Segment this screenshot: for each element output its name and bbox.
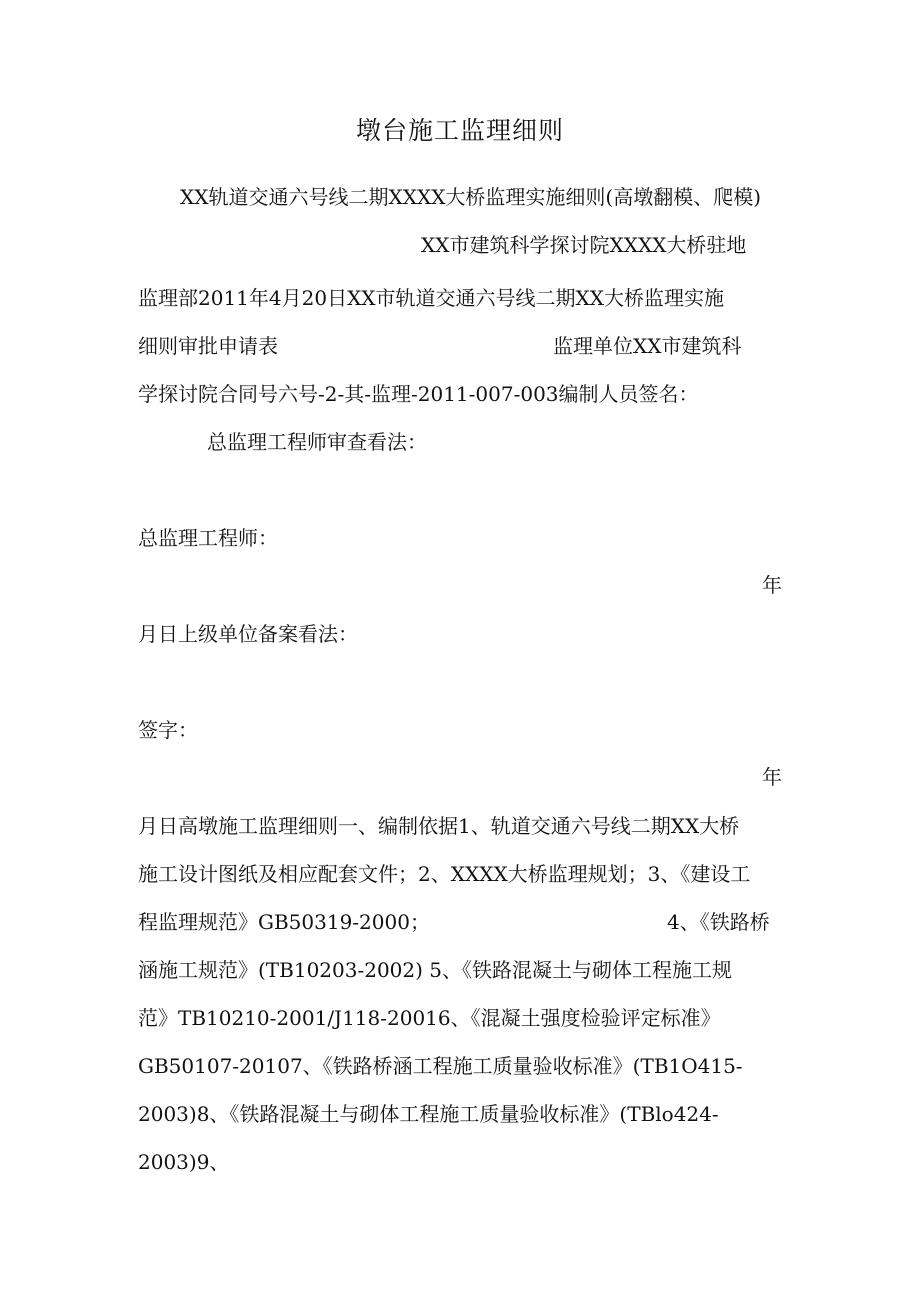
- text-line-10: 签字：: [138, 718, 198, 742]
- text-line-2: XX市建筑科学探讨院XXXX大桥驻地: [421, 233, 747, 257]
- text-line-15: 涵施工规范》(TB10203-2002) 5、《铁路混凝土与砌体工程施工规: [138, 958, 733, 982]
- text-line-12: 月日高墩施工监理细则一、编制依据1、轨道交通六号线二期XX大桥: [138, 814, 740, 838]
- text-line-3: 监理部2011年4月20日XX市轨道交通六号线二期XX大桥监理实施: [138, 286, 725, 310]
- text-line-16: 范》TB10210-2001/J118-20016、《混凝土强度检验评定标准》: [138, 1006, 721, 1030]
- text-line-1: XX轨道交通六号线二期XXXX大桥监理实施细则(高墩翻模、爬模): [180, 185, 762, 209]
- text-line-6: 总监理工程师审查看法：: [207, 430, 427, 454]
- text-line-13: 施工设计图纸及相应配套文件；2、XXXX大桥监理规划；3、《建设工: [138, 862, 751, 886]
- text-line-7: 总监理工程师：: [138, 526, 278, 550]
- text-line-14a: 程监理规范》GB50319-2000；: [138, 910, 430, 934]
- text-line-17: GB50107-20107、《铁路桥涵工程施工质量验收标准》(TB1O415-: [138, 1054, 743, 1078]
- text-line-4b: 监理单位XX市建筑科: [553, 334, 742, 358]
- text-line-4a: 细则审批申请表: [138, 334, 278, 358]
- text-line-5: 学探讨院合同号六号-2-其-监理-2011-007-003编制人员签名：: [138, 382, 699, 406]
- text-line-9: 月日上级单位备案看法：: [138, 622, 358, 646]
- text-line-14b: 4、《铁路桥: [667, 910, 770, 934]
- document-title: 墩台施工监理细则: [355, 116, 564, 145]
- text-line-11: 年: [762, 765, 782, 789]
- text-line-8: 年: [762, 573, 782, 597]
- text-line-18: 2003)8、《铁路混凝土与砌体工程施工质量验收标准》(TBlo424-: [138, 1102, 719, 1126]
- text-line-19: 2003)9、: [138, 1150, 230, 1174]
